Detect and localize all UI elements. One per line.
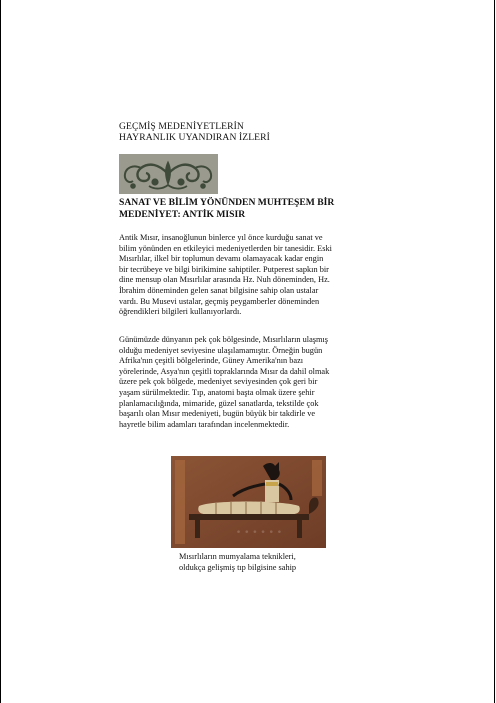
text-line: planlamacılığında, mimaride, güzel sanatlarda, tekstilde çok <box>119 398 319 408</box>
text-line: Mısırlılar, ilkel bir toplumun devamı olamayacak kadar engin <box>119 254 324 264</box>
caption-line-2: oldukça gelişmiş tıp bilgisine sahip <box>179 563 297 572</box>
text-line: vardı. Bu Musevi ustalar, geçmiş peygamberler döneminden <box>119 296 320 306</box>
svg-text:• • • • • •: • • • • • • <box>235 528 283 538</box>
text-line: yörelerinde, Asya'nın çeşitli topraklarında Mısır da dahil olmak <box>119 366 330 376</box>
text-line: Afrika'nın çeşitli bölgelerinde, Güney Amerika'nın bazı <box>119 356 304 366</box>
header-line-2: HAYRANLIK UYANDIRAN İZLERİ <box>119 132 270 143</box>
caption-line-1: Mısırlıların mumyalama teknikleri, <box>179 552 296 561</box>
paragraph-1 <box>119 233 379 318</box>
section-header <box>119 121 379 143</box>
text-line: dine mensup olan Mısırlılar arasında Hz. Nuh döneminden, Hz. <box>119 275 330 285</box>
text-line: yaşam sürülmektedir. Tıp, anatomi başta olmak üzere şehir <box>119 387 315 397</box>
text-line: olduğu medeniyet seviyesine ulaşılamamıştır. Örneğin bugün <box>119 345 323 355</box>
text-line: üzere pek çok bölgede, medeniyet seviyesinden çok geri bir <box>119 377 318 387</box>
text-line: Antik Mısır, insanoğlunun binlerce yıl önce kurduğu sanat ve <box>119 233 323 242</box>
text-line: bilim yönünden en etkileyici medeniyetlerden bir tanesidir. Eski <box>119 243 332 253</box>
text-line: hayretle bilim adamları tarafından incelenmektedir. <box>119 419 290 429</box>
paragraph-2 <box>119 335 379 430</box>
header-line-1: GEÇMİŞ MEDENİYETLERİN <box>119 121 244 132</box>
page-border-left <box>0 0 1 703</box>
page-border-right <box>494 0 495 703</box>
text-line: öğrendikleri bilgileri kullanıyorlardı. <box>119 307 242 317</box>
text-line: başarılı olan Mısır medeniyeti, bugün büyük bir takdirle ve <box>119 409 316 419</box>
floral-ornament-icon <box>119 154 218 194</box>
egyptian-mummification-image <box>171 456 326 548</box>
text-line: Günümüzde dünyanın pek çok bölgesinde, Mısırlıların ulaşmış <box>119 335 329 344</box>
article-title <box>119 197 379 220</box>
title-line-1: SANAT VE BİLİM YÖNÜNDEN MUHTEŞEM BİR <box>119 197 335 208</box>
image-caption <box>179 551 329 573</box>
text-line: İbrahim döneminden gelen sanat bilgisine sahip olan ustalar <box>119 285 319 295</box>
title-line-2: MEDENİYET: ANTİK MISIR <box>119 208 246 220</box>
text-line: bir tecrübeye ve bilgi birikimine sahiptiler. Putperest sapkın bir <box>119 264 329 274</box>
